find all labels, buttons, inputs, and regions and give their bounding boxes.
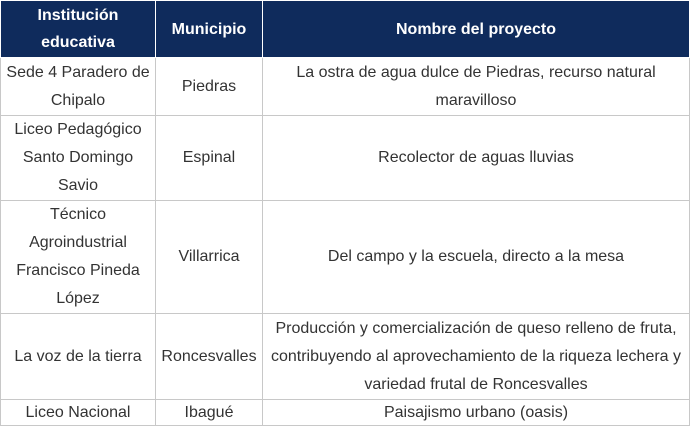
header-institucion: Institución educativa — [1, 1, 156, 58]
table-row — [1, 400, 690, 426]
table-row — [1, 314, 690, 400]
header-municipio: Municipio — [156, 1, 263, 58]
cell-proyecto: Del campo y la escuela, directo a la mesa — [263, 201, 690, 314]
cell-institucion: Liceo Pedagógico Santo Domingo Savio — [1, 116, 156, 201]
cell-municipio: Roncesvalles — [156, 314, 263, 400]
cell-institucion: Técnico Agroindustrial Francisco Pineda López — [1, 201, 156, 314]
cell-institucion: Sede 4 Paradero de Chipalo — [1, 58, 156, 116]
header-nombre-proyecto: Nombre del proyecto — [263, 1, 690, 58]
cell-institucion: Liceo Nacional — [1, 400, 156, 426]
cell-proyecto: Paisajismo urbano (oasis) — [263, 400, 690, 426]
cell-municipio: Ibagué — [156, 400, 263, 426]
table-row — [1, 58, 690, 116]
cell-proyecto: Recolector de aguas lluvias — [263, 116, 690, 201]
table-row — [1, 116, 690, 201]
cell-proyecto: La ostra de agua dulce de Piedras, recurso natural maravilloso — [263, 58, 690, 116]
cell-municipio: Villarrica — [156, 201, 263, 314]
table-header-row — [1, 1, 690, 58]
table-row — [1, 201, 690, 314]
cell-proyecto: Producción y comercialización de queso relleno de fruta, contribuyendo al aprovechamiento de la riqueza lechera y variedad frutal de Roncesvalles — [263, 314, 690, 400]
cell-institucion: La voz de la tierra — [1, 314, 156, 400]
cell-municipio: Piedras — [156, 58, 263, 116]
cell-municipio: Espinal — [156, 116, 263, 201]
